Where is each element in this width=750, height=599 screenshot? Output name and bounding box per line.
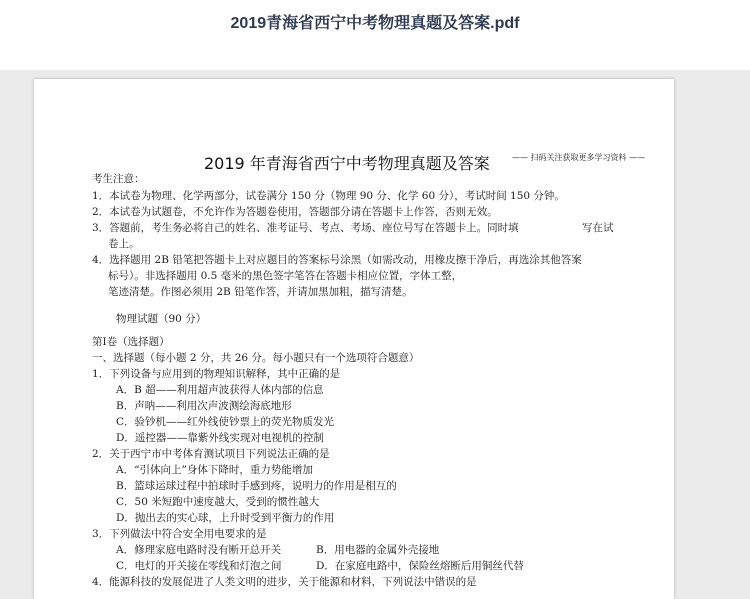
question-2: 2．关于西宁市中考体育测试项目下列说法正确的是 xyxy=(92,448,330,460)
question-3-option-d: D．在家庭电路中，保险丝熔断后用铜丝代替 xyxy=(316,560,524,572)
notice-item-3: 3．答题前，考生务必将自己的姓名、准考证号、考点、考场、座位号写在答题卡上。同时填 xyxy=(92,222,519,234)
question-3: 3．下列做法中符合安全用电要求的是 xyxy=(92,528,267,540)
question-2-option-a: A．“引体向上”身体下降时，重力势能增加 xyxy=(116,464,313,476)
question-1-option-c: C．验钞机——红外线使钞票上的荧光物质发光 xyxy=(116,416,335,428)
section-heading: 一、选择题（每小题 2 分，共 26 分。每小题只有一个选项符合题意） xyxy=(92,352,420,364)
notice-item-1: 1．本试卷为物理、化学两部分，试卷满分 150 分（物理 90 分、化学 60 分），考试时间 150 分钟。 xyxy=(92,190,565,202)
question-1-option-d: D．遥控器——靠紫外线实现对电视机的控制 xyxy=(116,432,324,444)
notice-item-3-tail: 写在试 xyxy=(582,222,614,234)
notice-item-3-cont: 卷上。 xyxy=(108,238,140,250)
question-2-option-c: C．50 米短跑中速度越大，受到的惯性越大 xyxy=(116,496,320,508)
question-4: 4．能源科技的发展促进了人类文明的进步，关于能源和材料，下列说法中错误的是 xyxy=(92,576,477,588)
file-title: 2019青海省西宁中考物理真题及答案.pdf xyxy=(230,15,520,32)
document-title: 2019 年青海省西宁中考物理真题及答案 xyxy=(204,154,490,173)
question-3-option-a: A．修理家庭电路时没有断开总开关 xyxy=(116,544,282,556)
notice-item-4-cont2: 笔迹清楚。作图必须用 2B 铅笔作答，并请加黑加粗，描写清楚。 xyxy=(108,286,413,298)
notice-item-4: 4．选择题用 2B 铅笔把答题卡上对应题目的答案标号涂黑（如需改动，用橡皮擦干净后，再选涂其他答案 xyxy=(92,254,582,266)
pdf-page xyxy=(34,79,674,599)
question-3-option-b: B．用电器的金属外壳接地 xyxy=(316,544,440,556)
side-note: —— 扫码关注获取更多学习资料 —— xyxy=(512,153,646,162)
question-2-option-b: B．篮球运球过程中拍球时手感到疼，说明力的作用是相互的 xyxy=(116,480,397,492)
question-1: 1．下列设备与应用到的物理知识解释，其中正确的是 xyxy=(92,368,341,380)
question-1-option-b: B．声呐——利用次声波测绘海底地形 xyxy=(116,400,292,412)
question-2-option-d: D．抛出去的实心球，上升时受到平衡力的作用 xyxy=(116,512,335,524)
notice-item-2: 2．本试卷为试题卷，不允许作为答题卷使用，答题部分请在答题卡上作答，否则无效。 xyxy=(92,206,498,218)
viewer-toolbar xyxy=(0,0,750,70)
question-3-option-c: C．电灯的开关接在零线和灯泡之间 xyxy=(116,560,282,572)
notice-item-4-cont: 标号）。非选择题用 0.5 毫米的黑色签字笔答在答题卡相应位置，字体工整， xyxy=(108,270,463,282)
volume-heading: 第Ⅰ卷（选择题） xyxy=(92,336,170,348)
physics-heading: 物理试题（90 分） xyxy=(116,313,207,325)
notice-heading: 考生注意： xyxy=(92,173,145,185)
question-1-option-a: A．B 超——利用超声波获得人体内部的信息 xyxy=(116,384,324,396)
